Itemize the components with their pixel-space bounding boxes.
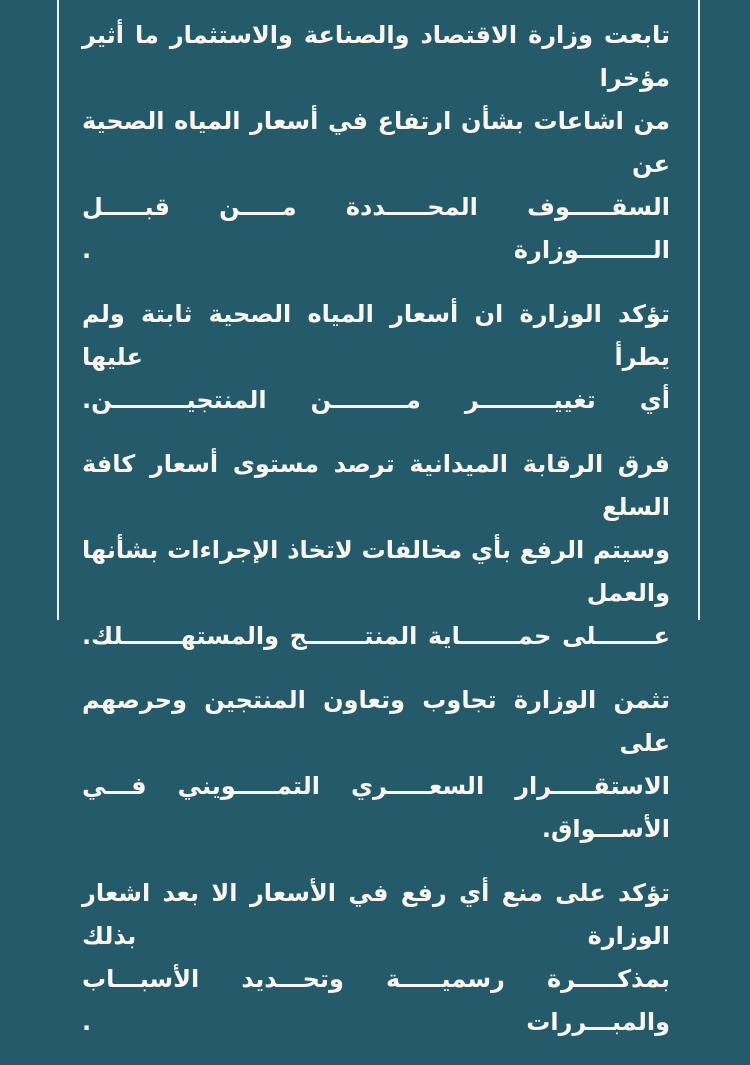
text-line: السقـــــوف المحـــــددة مـــــن قبـــــل الـــــــــوزارة . — [82, 193, 670, 264]
paragraph-2 — [82, 293, 670, 422]
text-line: تؤكد على منع أي رفع في الأسعار الا بعد اشعار الوزارة بذلك — [82, 879, 670, 950]
frame-right-line — [698, 0, 700, 620]
text-line: الاستقـــــرار السعـــــري التمـــــويني فـــي الأســـواق. — [82, 772, 670, 843]
text-line: تثمن الوزارة تجاوب وتعاون المنتجين وحرصهم على — [82, 686, 670, 757]
paragraph-3 — [82, 443, 670, 658]
frame-left-line — [57, 0, 59, 620]
text-line: تؤكد الوزارة ان أسعار المياه الصحية ثابتة ولم يطرأ عليها — [82, 300, 670, 371]
article-body — [82, 14, 670, 1065]
text-line: تابعت وزارة الاقتصاد والصناعة والاستثمار ما أثير مؤخرا — [82, 21, 670, 92]
text-line: عـــــــلى حمـــــــاية المنتـــــــج والمستهـــــــلك. — [82, 622, 670, 650]
text-line: بمذكـــــرة رسميـــــة وتحـــديد الأسبـــاب والمبـــررات . — [82, 965, 670, 1036]
paragraph-1 — [82, 14, 670, 272]
text-line: أي تغييـــــــــر مـــــــــن المنتجيـــــــــن. — [82, 386, 670, 414]
paragraph-5 — [82, 872, 670, 1044]
text-line: من اشاعات بشأن ارتفاع في أسعار المياه الصحية عن — [82, 107, 670, 178]
text-line: فرق الرقابة الميدانية ترصد مستوى أسعار كافة السلع — [82, 450, 670, 521]
paragraph-4 — [82, 679, 670, 851]
text-line: وسيتم الرفع بأي مخالفات لاتخاذ الإجراءات بشأنها والعمل — [82, 536, 670, 607]
